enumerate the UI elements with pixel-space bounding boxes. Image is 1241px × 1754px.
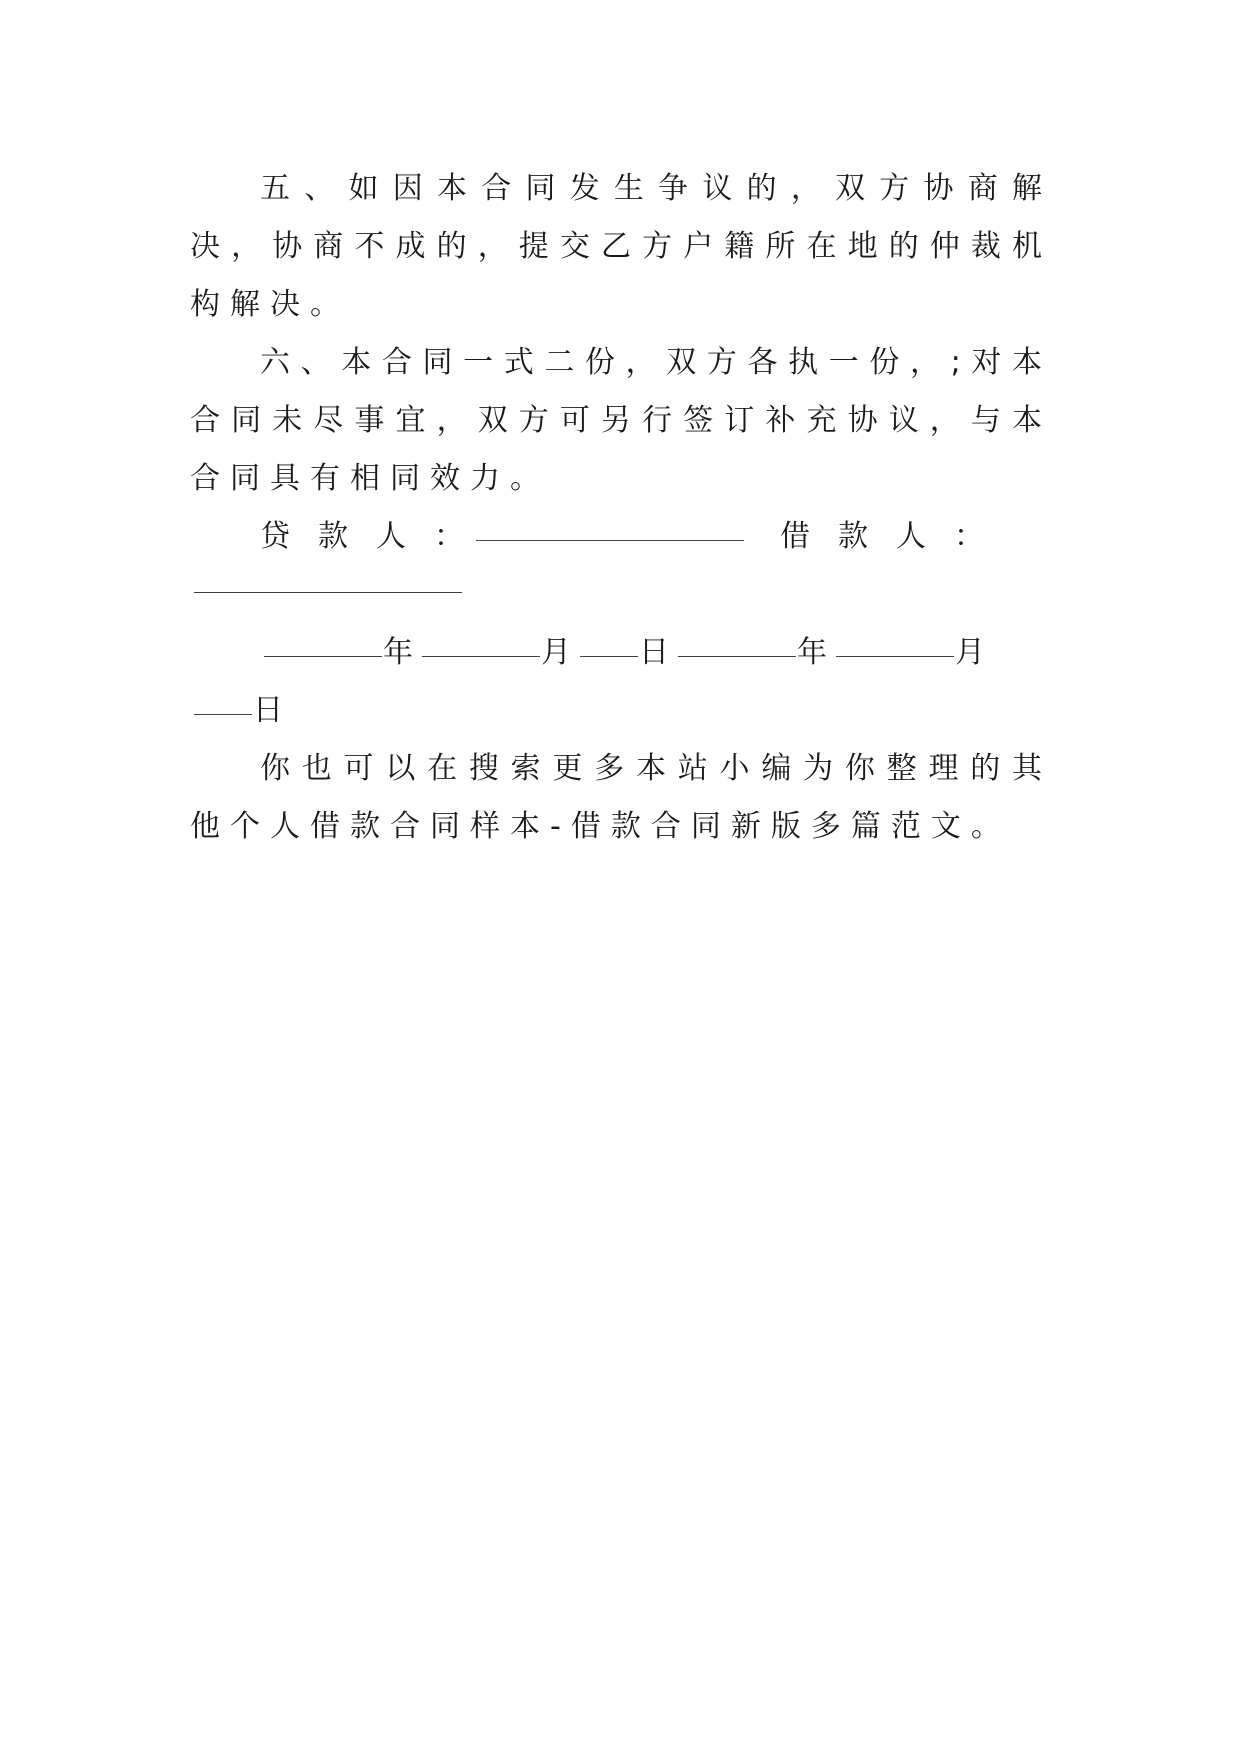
borrower-label: 借款人： [780, 519, 1012, 554]
date-row-cont [190, 682, 1052, 740]
borrower-year-label: 年 [797, 635, 827, 670]
borrower-month-label: 月 [955, 635, 985, 670]
borrower-blank [194, 566, 462, 593]
clause-five: 五、如因本合同发生争议的，双方协商解决，协商不成的，提交乙方户籍所在地的仲裁机构解决。 [190, 171, 1052, 322]
borrower-year-blank [678, 630, 796, 657]
closing-note: 你也可以在搜索更多本站小编为你整理的其他个人借款合同样本-借款合同新版多篇范文。 [190, 751, 1052, 844]
borrower-day-blank [194, 688, 252, 715]
lender-label: 贷款人： [260, 519, 492, 554]
lender-day-blank [580, 630, 638, 657]
lender-month-blank [422, 630, 540, 657]
borrower-blank-line [190, 566, 1052, 624]
lender-year-blank [264, 630, 382, 657]
lender-day-label: 日 [639, 635, 669, 670]
lender-year-label: 年 [383, 635, 413, 670]
date-row [190, 624, 1052, 682]
signature-line [190, 508, 1052, 566]
borrower-day-label: 日 [253, 693, 283, 728]
lender-month-label: 月 [541, 635, 571, 670]
borrower-month-blank [836, 630, 954, 657]
clause-six: 六、本合同一式二份，双方各执一份，;对本合同未尽事宜，双方可另行签订补充协议，与本合同具有相同效力。 [190, 345, 1052, 496]
document-body [190, 160, 1052, 856]
lender-blank [476, 514, 744, 541]
